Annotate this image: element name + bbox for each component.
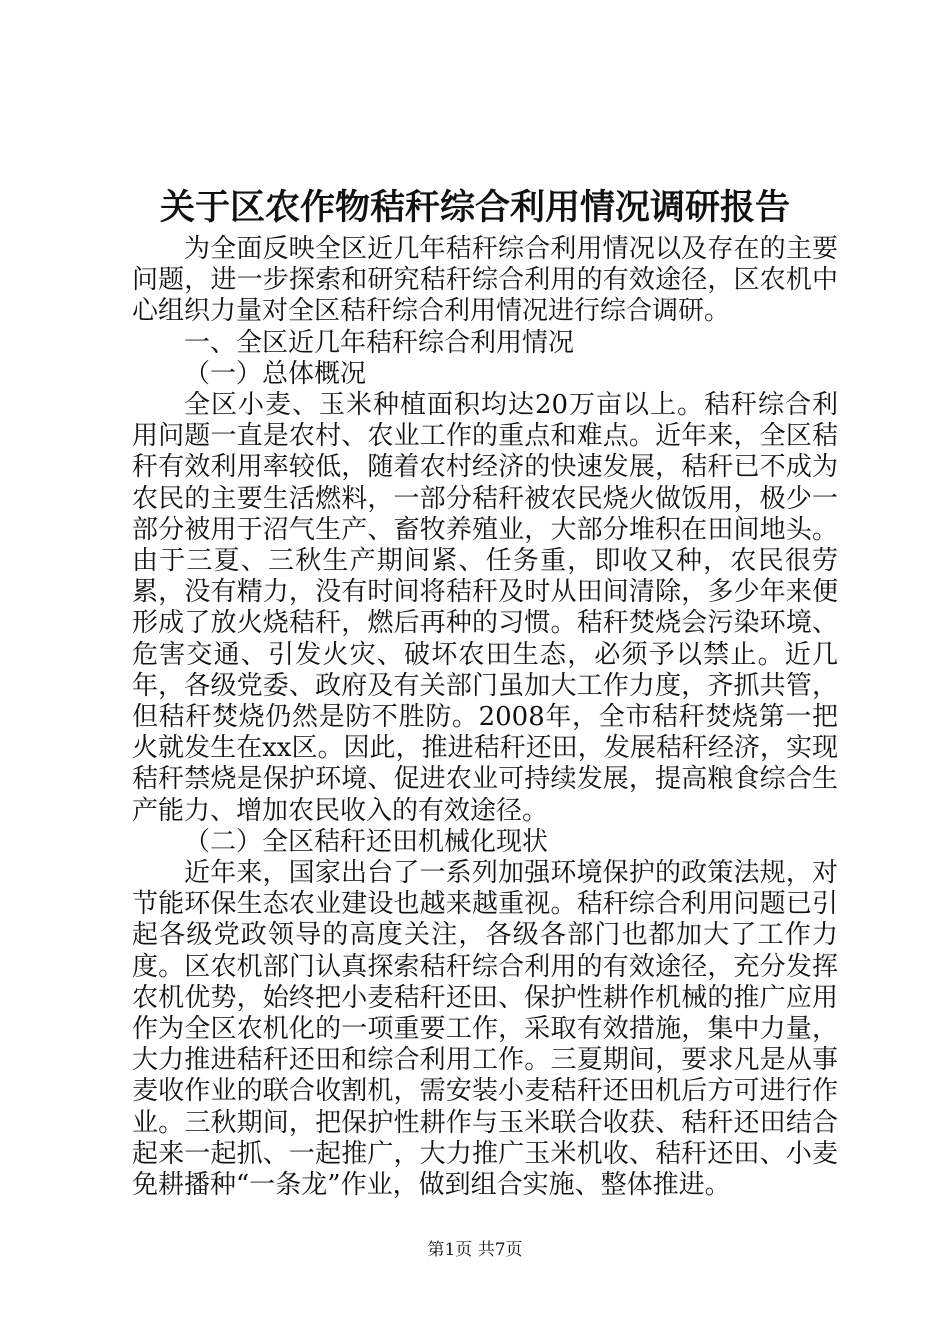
page-number-footer: 第1页 共7页 (427, 1240, 523, 1260)
intro-paragraph: 为全面反映全区近几年秸秆综合利用情况以及存在的主要问题，进一步探索和研究秸秆综合利用的有效途径，区农机中心组织力量对全区秸秆综合利用情况进行综合调研。 (132, 234, 838, 327)
subsection-1-paragraph: 全区小麦、玉米种植面积均达20万亩以上。秸秆综合利用问题一直是农村、农业工作的重点和难点。近年来，全区秸秆有效利用率较低，随着农村经济的快速发展，秸秆已不成为农民的主要生活燃料，一部分秸秆被农民烧火做饭用，极少一部分被用于沼气生产、畜牧养殖业，大部分堆积在田间地头。由于三夏、三秋生产期间紧、任务重，即收又种，农民很劳累，没有精力，没有时间将秸秆及时从田间清除，多少年来便形成了放火烧秸秆，燃后再种的习惯。秸秆焚烧会污染环境、危害交通、引发火灾、破坏农田生态，必须予以禁止。近几年，各级党委、政府及有关部门虽加大工作力度，齐抓共管，但秸秆焚烧仍然是防不胜防。2008年，全市秸秆焚烧第一把火就发生在xx区。因此，推进秸秆还田，发展秸秆经济，实现秸秆禁烧是保护环境、促进农业可持续发展，提高粮食综合生产能力、增加农民收入的有效途径。 (132, 390, 838, 826)
document-title: 关于区农作物秸秆综合利用情况调研报告 (159, 188, 790, 228)
subsection-2-paragraph: 近年来，国家出台了一系列加强环境保护的政策法规，对节能环保生态农业建设也越来越重视。秸秆综合利用问题已引起各级党政领导的高度关注，各级各部门也都加大了工作力度。区农机部门认真探索秸秆综合利用的有效途径，充分发挥农机优势，始终把小麦秸秆还田、保护性耕作机械的推广应用作为全区农机化的一项重要工作，采取有效措施，集中力量，大力推进秸秆还田和综合利用工作。三夏期间，要求凡是从事麦收作业的联合收割机，需安装小麦秸秆还田机后方可进行作业。三秋期间，把保护性耕作与玉米联合收获、秸秆还田结合起来一起抓、一起推广，大力推广玉米机收、秸秆还田、小麦免耕播种“一条龙”作业，做到组合实施、整体推进。 (132, 858, 838, 1201)
subsection-heading-1: （一）总体概况 (184, 358, 367, 389)
section-heading-1: 一、全区近几年秸秆综合利用情况 (184, 327, 575, 358)
subsection-heading-2: （二）全区秸秆还田机械化现状 (184, 826, 549, 857)
document-body (132, 234, 838, 1201)
